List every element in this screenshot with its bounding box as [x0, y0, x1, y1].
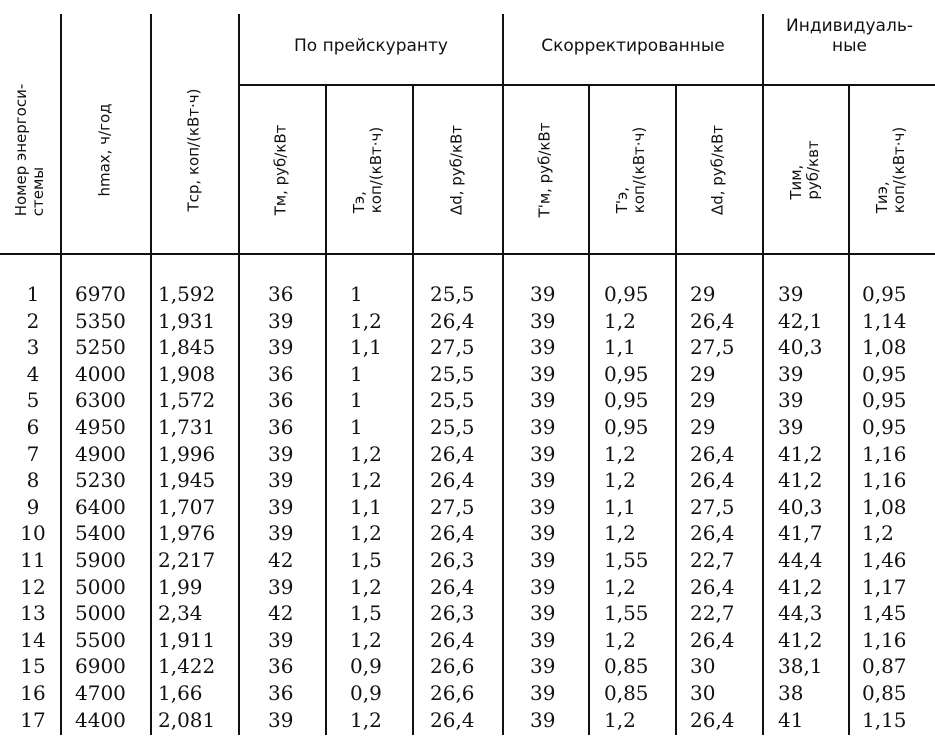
table-cell: 25,5 [430, 388, 475, 413]
table-cell: 26,4 [430, 441, 475, 466]
table-cell: 38,1 [778, 654, 823, 679]
table-cell: 4950 [75, 415, 126, 439]
table-row [0, 363, 935, 386]
table-cell: 1,2 [604, 707, 636, 732]
table-cell: 6 [26, 415, 40, 439]
header-delta-d-corrected: Δd, руб/кВт [708, 124, 727, 216]
table-cell: 39 [778, 282, 804, 306]
table-cell: 1,908 [158, 361, 216, 386]
table-cell: 6400 [75, 494, 126, 519]
header-tm-individual: Tим, руб/квт [787, 140, 822, 200]
table-row [0, 709, 935, 732]
table-cell: 42 [268, 548, 294, 572]
table-cell: 1,2 [604, 627, 636, 652]
table-cell: 14 [20, 627, 46, 652]
table-cell: 5250 [75, 335, 126, 360]
table-cell: 36 [268, 361, 294, 386]
table-cell: 4 [26, 361, 40, 386]
header-te-corrected: T'э, коп/(кВт·ч) [613, 126, 648, 214]
table-cell: 1,16 [862, 468, 907, 493]
table-cell: 39 [268, 308, 294, 333]
table-cell: 1,99 [158, 574, 203, 599]
table-cell: 26,4 [430, 627, 475, 652]
table-cell: 4400 [75, 707, 126, 732]
table-cell: 27,5 [430, 494, 475, 519]
table-cell: 2,081 [158, 707, 216, 732]
table-cell: 0,95 [604, 415, 649, 439]
table-row [0, 336, 935, 359]
table-cell: 1,2 [604, 308, 636, 333]
table-cell: 41,2 [778, 627, 823, 652]
table-cell: 41 [778, 707, 804, 732]
table-cell: 26,4 [430, 521, 475, 546]
table-cell: 22,7 [690, 548, 735, 572]
table-row [0, 576, 935, 599]
table-cell: 1 [350, 282, 363, 306]
table-cell: 39 [268, 468, 294, 493]
table-cell: 0,95 [862, 388, 907, 413]
table-cell: 1,5 [350, 601, 382, 626]
table-row [0, 602, 935, 625]
table-cell: 5900 [75, 548, 126, 572]
table-cell: 12 [20, 574, 46, 599]
table-cell: 1,16 [862, 627, 907, 652]
table-cell: 26,4 [690, 574, 735, 599]
table-cell: 1,931 [158, 308, 216, 333]
table-cell: 0,95 [862, 415, 907, 439]
table-cell: 39 [778, 361, 804, 386]
table-cell: 15 [20, 654, 46, 679]
table-cell: 25,5 [430, 282, 475, 306]
table-cell: 1,976 [158, 521, 216, 546]
table-cell: 0,95 [604, 388, 649, 413]
table-cell: 29 [690, 361, 716, 386]
table-cell: 3 [26, 335, 40, 360]
header-hmax: hmax, ч/год [95, 103, 114, 197]
table-cell: 1,2 [604, 441, 636, 466]
table-cell: 44,4 [778, 548, 823, 572]
table-cell: 39 [268, 335, 294, 360]
table-cell: 1,592 [158, 282, 216, 306]
table-cell: 5400 [75, 521, 126, 546]
table-cell: 4000 [75, 361, 126, 386]
table-cell: 8 [26, 468, 40, 493]
table-cell: 39 [530, 574, 556, 599]
table-cell: 26,4 [690, 521, 735, 546]
table-cell: 39 [778, 388, 804, 413]
table-cell: 1,1 [350, 335, 382, 360]
table-cell: 39 [530, 441, 556, 466]
table-cell: 1,46 [862, 548, 907, 572]
table-row [0, 629, 935, 652]
table-cell: 0,85 [604, 654, 649, 679]
table-cell: 26,4 [690, 308, 735, 333]
table-cell: 44,3 [778, 601, 823, 626]
table-cell: 39 [530, 601, 556, 626]
group-underline [762, 84, 935, 86]
table-cell: 29 [690, 415, 716, 439]
table-cell: 36 [268, 282, 294, 306]
table-cell: 39 [530, 308, 556, 333]
table-cell: 1,2 [350, 627, 382, 652]
table-cell: 41,2 [778, 574, 823, 599]
table-cell: 27,5 [430, 335, 475, 360]
table-cell: 39 [530, 415, 556, 439]
table-cell: 39 [530, 548, 556, 572]
table-cell: 39 [268, 627, 294, 652]
table-cell: 36 [268, 415, 294, 439]
table-cell: 22,7 [690, 601, 735, 626]
table-row [0, 443, 935, 466]
table-cell: 1,845 [158, 335, 216, 360]
table-cell: 26,4 [690, 468, 735, 493]
table-cell: 1,911 [158, 627, 216, 652]
table-cell: 25,5 [430, 415, 475, 439]
table-cell: 39 [268, 574, 294, 599]
table-row [0, 496, 935, 519]
table-cell: 1 [350, 388, 363, 413]
table-cell: 26,4 [690, 707, 735, 732]
table-cell: 0,9 [350, 654, 382, 679]
table-cell: 1,996 [158, 441, 216, 466]
header-system-number: Номер энергоси- стемы [12, 83, 47, 217]
table-cell: 5500 [75, 627, 126, 652]
table-cell: 39 [268, 441, 294, 466]
table-cell: 5000 [75, 574, 126, 599]
header-tm-corrected: T'м, руб/кВт [535, 122, 554, 218]
table-cell: 30 [690, 681, 716, 705]
table-cell: 26,3 [430, 601, 475, 626]
table-cell: 1 [350, 361, 363, 386]
table-cell: 6970 [75, 282, 126, 306]
group-title-individual: Индивидуаль- ные [786, 16, 913, 56]
table-cell: 39 [530, 361, 556, 386]
table-cell: 36 [268, 681, 294, 705]
table-cell: 16 [20, 681, 46, 705]
table-cell: 42 [268, 601, 294, 626]
table-row [0, 310, 935, 333]
table-cell: 1,08 [862, 335, 907, 360]
table-cell: 25,5 [430, 361, 475, 386]
table-cell: 42,1 [778, 308, 823, 333]
table-cell: 9 [26, 494, 40, 519]
table-cell: 1,55 [604, 601, 649, 626]
table-cell: 39 [530, 521, 556, 546]
table-cell: 2 [26, 308, 40, 333]
table-row [0, 682, 935, 705]
table-row [0, 522, 935, 545]
header-tm: Tм, руб/кВт [271, 124, 290, 216]
table-cell: 41,2 [778, 441, 823, 466]
table-cell: 6900 [75, 654, 126, 679]
table-cell: 27,5 [690, 335, 735, 360]
table-cell: 1,2 [604, 468, 636, 493]
table-cell: 5230 [75, 468, 126, 493]
table-cell: 1,17 [862, 574, 907, 599]
table-cell: 0,85 [862, 681, 907, 705]
table-cell: 1,55 [604, 548, 649, 572]
table-cell: 26,4 [430, 308, 475, 333]
table-cell: 0,9 [350, 681, 382, 705]
table-cell: 26,3 [430, 548, 475, 572]
table-cell: 1,15 [862, 707, 907, 732]
table-cell: 27,5 [690, 494, 735, 519]
table-cell: 5000 [75, 601, 126, 626]
table-cell: 39 [268, 494, 294, 519]
table-cell: 11 [20, 548, 46, 572]
table-row [0, 655, 935, 678]
table-cell: 26,4 [690, 441, 735, 466]
table-cell: 39 [530, 707, 556, 732]
table-cell: 26,4 [430, 707, 475, 732]
table-cell: 39 [530, 654, 556, 679]
table-cell: 40,3 [778, 335, 823, 360]
table-cell: 39 [530, 681, 556, 705]
table-cell: 5350 [75, 308, 126, 333]
group-title-price-list: По прейскуранту [294, 36, 448, 56]
table-cell: 1,16 [862, 441, 907, 466]
table-cell: 1 [26, 282, 40, 306]
table-cell: 39 [530, 282, 556, 306]
table-cell: 1,1 [350, 494, 382, 519]
table-cell: 1,422 [158, 654, 216, 679]
table-cell: 36 [268, 654, 294, 679]
table-cell: 29 [690, 388, 716, 413]
table-cell: 40,3 [778, 494, 823, 519]
table-cell: 0,95 [604, 361, 649, 386]
table-cell: 1,2 [862, 521, 894, 546]
table-cell: 26,4 [430, 574, 475, 599]
table-cell: 5 [26, 388, 40, 413]
table-cell: 1,1 [604, 335, 636, 360]
table-cell: 0,95 [862, 361, 907, 386]
table-cell: 2,34 [158, 601, 203, 626]
table-cell: 1,2 [604, 521, 636, 546]
table-cell: 1,14 [862, 308, 907, 333]
header-delta-d-price: Δd, руб/кВт [447, 124, 466, 216]
table-cell: 6300 [75, 388, 126, 413]
table-cell: 1,5 [350, 548, 382, 572]
table-cell: 1,572 [158, 388, 216, 413]
table-cell: 39 [778, 415, 804, 439]
table-cell: 0,85 [604, 681, 649, 705]
table-cell: 1,45 [862, 601, 907, 626]
table-cell: 1,2 [350, 308, 382, 333]
table-cell: 39 [268, 707, 294, 732]
table-cell: 0,87 [862, 654, 907, 679]
table-cell: 1,08 [862, 494, 907, 519]
table-cell: 1,2 [350, 468, 382, 493]
table-cell: 41,2 [778, 468, 823, 493]
table-cell: 1 [350, 415, 363, 439]
table-cell: 4700 [75, 681, 126, 705]
table-cell: 26,4 [430, 468, 475, 493]
table-row [0, 549, 935, 572]
header-te: Tэ, коп/(кВт·ч) [350, 126, 385, 214]
group-underline [238, 84, 764, 86]
table-cell: 0,95 [862, 282, 907, 306]
table-cell: 30 [690, 654, 716, 679]
table-cell: 4900 [75, 441, 126, 466]
table-cell: 39 [530, 468, 556, 493]
table-cell: 39 [530, 388, 556, 413]
table-cell: 1,1 [604, 494, 636, 519]
table-cell: 1,707 [158, 494, 216, 519]
group-title-corrected: Скорректированные [541, 36, 725, 56]
table-row [0, 389, 935, 412]
table-cell: 1,2 [350, 521, 382, 546]
table-cell: 7 [26, 441, 40, 466]
table-cell: 29 [690, 282, 716, 306]
table-cell: 0,95 [604, 282, 649, 306]
table-cell: 1,2 [604, 574, 636, 599]
table-cell: 36 [268, 388, 294, 413]
table-cell: 2,217 [158, 548, 216, 572]
table-cell: 26,4 [690, 627, 735, 652]
table-row [0, 416, 935, 439]
table-row [0, 469, 935, 492]
table-cell: 13 [20, 601, 46, 626]
table-cell: 41,7 [778, 521, 823, 546]
table-cell: 38 [778, 681, 804, 705]
table-cell: 1,2 [350, 707, 382, 732]
table-row [0, 283, 935, 306]
table-cell: 39 [530, 627, 556, 652]
table-cell: 39 [530, 335, 556, 360]
table-cell: 1,66 [158, 681, 203, 705]
table-cell: 26,6 [430, 681, 475, 705]
table-cell: 17 [20, 707, 46, 732]
table-cell: 1,945 [158, 468, 216, 493]
table-cell: 10 [20, 521, 46, 546]
table-cell: 26,6 [430, 654, 475, 679]
table-cell: 39 [530, 494, 556, 519]
table-cell: 1,731 [158, 415, 216, 439]
table-cell: 1,2 [350, 574, 382, 599]
header-bottom-rule [0, 253, 935, 255]
header-te-individual: Tиэ, коп/(кВт·ч) [873, 126, 908, 214]
table-cell: 39 [268, 521, 294, 546]
table-cell: 1,2 [350, 441, 382, 466]
header-tcp: Tср, коп/(кВт·ч) [184, 88, 203, 212]
